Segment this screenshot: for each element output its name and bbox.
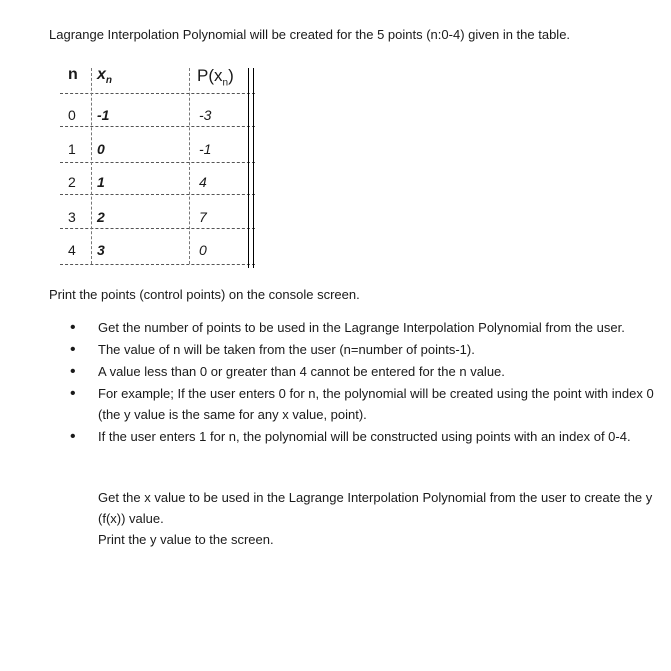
cell-n: 1 (68, 141, 76, 157)
grid-line (60, 93, 255, 94)
list-item: • The value of n will be taken from the user (n=number of points-1). (70, 339, 655, 360)
print-y-text: Print the y value to the screen. (98, 532, 274, 547)
cell-p: 7 (199, 209, 207, 225)
header-n: n (68, 66, 78, 83)
grid-line (60, 162, 255, 163)
cell-x: 3 (97, 242, 105, 258)
cell-n: 3 (68, 209, 76, 225)
header-x: $x_n$ (97, 66, 113, 87)
intro-text: Lagrange Interpolation Polynomial will be created for the 5 points (n:0-4) given in the table. (49, 27, 571, 42)
grid-line (60, 264, 255, 265)
list-item: • A value less than 0 or greater than 4 cannot be entered for the n value. (70, 361, 655, 382)
cell-x: 0 (97, 141, 105, 157)
header-p: $P(x_n)$ (197, 66, 234, 89)
grid-line (91, 68, 92, 264)
cell-x: -1 (97, 107, 110, 123)
points-table (60, 66, 264, 268)
cell-p: -1 (199, 141, 212, 157)
table-row (60, 204, 255, 230)
cell-p: 4 (199, 174, 207, 190)
table-row (60, 136, 255, 162)
cell-n: 2 (68, 174, 76, 190)
requirements-list (70, 317, 655, 448)
cell-x: 1 (97, 174, 105, 190)
cell-x: 2 (97, 209, 105, 225)
table-row (60, 169, 255, 195)
cell-n: 4 (68, 242, 76, 258)
list-item: • For example; If the user enters 0 for n, the polynomial will be created using the point with index 0 (the y value is the same for any x value, point). (70, 383, 655, 425)
cell-p: 0 (199, 242, 207, 258)
list-item: • Get the number of points to be used in the Lagrange Interpolation Polynomial from the user. (70, 317, 655, 338)
table-row (60, 102, 255, 128)
table-row (60, 237, 255, 263)
list-item: • If the user enters 1 for n, the polynomial will be constructed using points with an index of 0-4. (70, 426, 655, 447)
get-x-text: Get the x value to be used in the Lagrange Interpolation Polynomial from the user to create the y (f(x)) value. (98, 490, 653, 526)
grid-line (189, 68, 190, 264)
print-points-text: Print the points (control points) on the console screen. (49, 287, 360, 302)
cell-p: -3 (199, 107, 212, 123)
cell-n: 0 (68, 107, 76, 123)
